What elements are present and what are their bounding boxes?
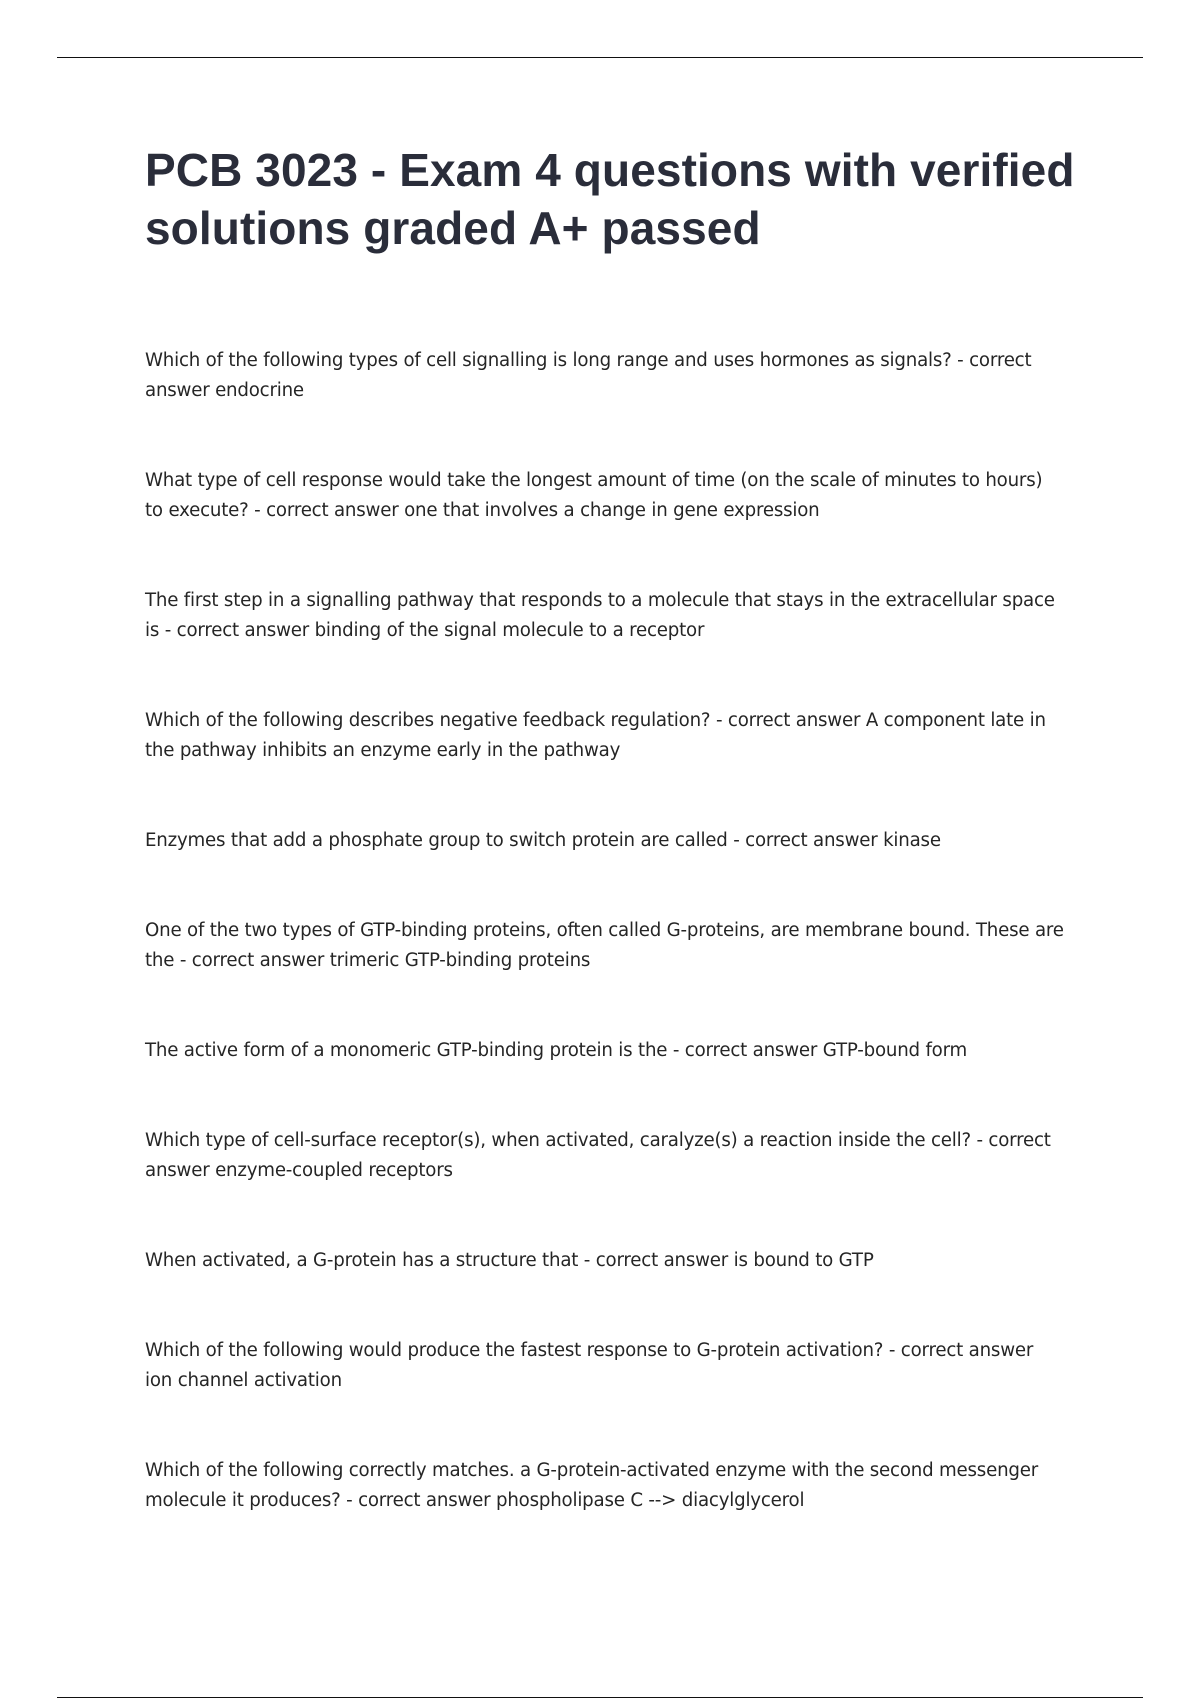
qa-item-11: Which of the following correctly matches. a G-protein-activated enzyme with the second messenger molecule it produces? - correct answer phospholipase C --> diacylglycerol [145,1460,1039,1511]
qa-item-10: Which of the following would produce the fastest response to G-protein activation? - correct answer ion channel activation [145,1340,1034,1391]
qa-item-4: Which of the following describes negative feedback regulation? - correct answer A component late in the pathway inhibits an enzyme early in the pathway [145,710,1046,761]
document-title: PCB 3023 - Exam 4 questions with verified solutions graded A+ passed [145,144,1075,254]
bottom-rule [57,1697,1143,1698]
question-list [145,346,1065,1576]
qa-item-8: Which type of cell-surface receptor(s), when activated, caralyze(s) a reaction inside the cell? - correct answer enzyme-coupled receptors [145,1130,1051,1181]
qa-item-7: The active form of a monomeric GTP-binding protein is the - correct answer GTP-bound form [145,1040,968,1061]
qa-item-1: Which of the following types of cell signalling is long range and uses hormones as signals? - correct answer endocrine [145,350,1032,401]
qa-item-9: When activated, a G-protein has a structure that - correct answer is bound to GTP [145,1250,874,1271]
qa-item-6: One of the two types of GTP-binding proteins, often called G-proteins, are membrane bound. These are the - correct answer trimeric GTP-binding proteins [145,920,1064,971]
qa-item-3: The first step in a signalling pathway that responds to a molecule that stays in the extracellular space is - correct answer binding of the signal molecule to a receptor [145,590,1055,641]
qa-item-2: What type of cell response would take the longest amount of time (on the scale of minutes to hours) to execute? - correct answer one that involves a change in gene expression [145,470,1043,521]
top-rule [57,57,1143,58]
qa-item-5: Enzymes that add a phosphate group to switch protein are called - correct answer kinase [145,830,941,851]
